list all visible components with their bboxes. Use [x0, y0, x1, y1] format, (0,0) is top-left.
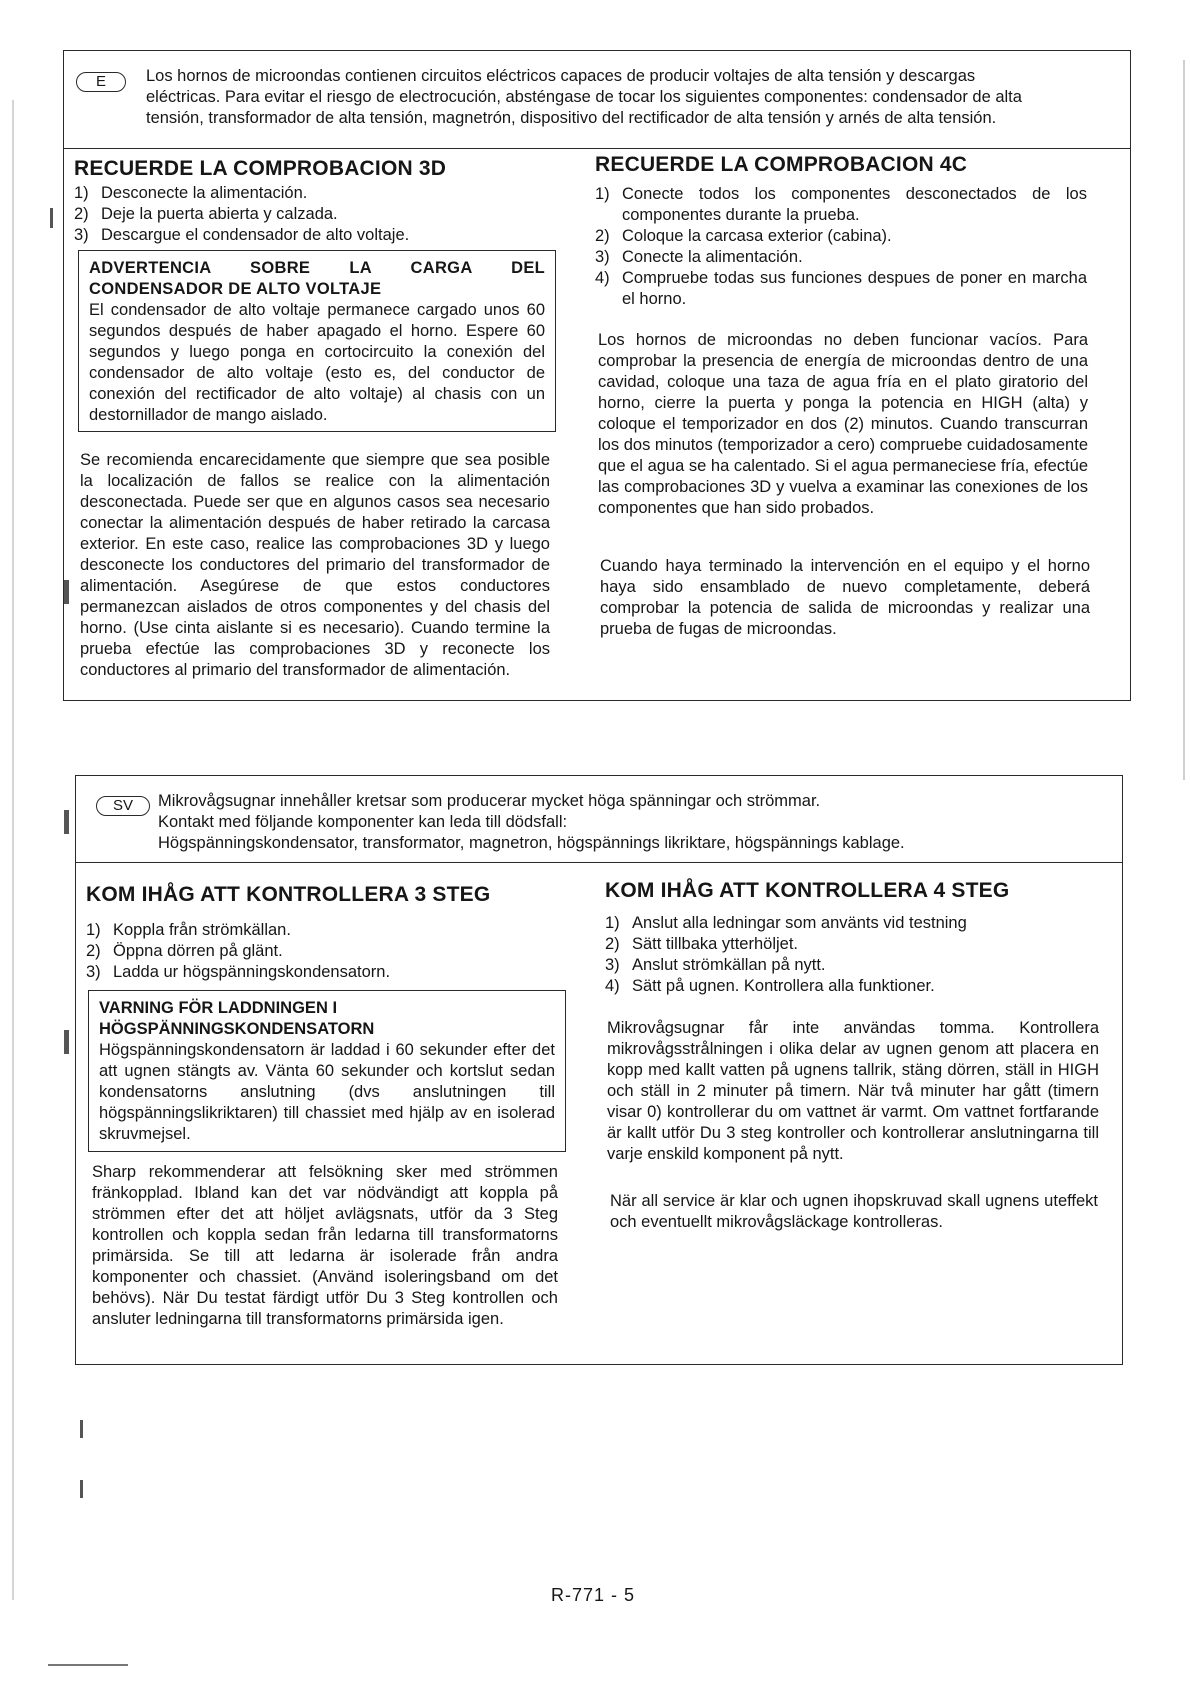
- scan-edge-mark: [64, 580, 69, 604]
- scan-edge-mark: [1183, 60, 1185, 780]
- page-number-label: R-771 - 5: [551, 1585, 636, 1605]
- list-item: 3) Ladda ur högspänningskondensatorn.: [86, 963, 391, 981]
- swedish-troubleshooting-paragraph: Sharp rekommenderar att felsökning sker med strömmen fränkopplad. Ibland kan det var nödvändigt att koppla på strömmen efter det att höljet avlägsnats, utför da 3 Steg kontrollen och koppla sedan från ledarna till transformatorns primärsida. Se till att ledarna är isolerade från andra komponenter och chassiet. (Använd isoleringsband om det behövs). När Du testat färdigt utför Du 3 Steg kontrollen och ansluter ledningarna till transformatorns primärsida igen.: [92, 1163, 558, 1328]
- spanish-3d-steps-list: [74, 183, 544, 246]
- spanish-power-leak-paragraph: Cuando haya terminado la intervención en el equipo y el horno haya sido ensamblado de nuevo completamente, deberá comprobar la potencia de salida de microondas y realizar una prueba de fugas de microondas.: [600, 557, 1090, 638]
- spanish-header-line: Los hornos de microondas contienen circuitos eléctricos capaces de producir voltajes de alta tensión y descargas: [146, 67, 976, 85]
- list-item: 1) Koppla från strömkällan.: [86, 921, 291, 939]
- swedish-microwave-energy-paragraph: Mikrovågsugnar får inte användas tomma. Kontrollera mikrovågsstrålningen i olika delar av ugnen genom att placera en kopp med kallt vatten på ugnens tallrik, stäng dörren, ställ in HIGH och ställ in 2 minuter på timern. När två minuter har gått (timern visar 0) kontrollerar du om vattnet är varmt. Om vattnet fortfarande är kallt utför Du 3 steg kontroller och kontrollerar anslutningarna till varje enskild komponent på nytt.: [607, 1019, 1099, 1163]
- swedish-header-divider: [75, 862, 1123, 863]
- scan-edge-mark: [50, 208, 53, 228]
- swedish-header-line: Kontakt med följande komponenter kan leda till dödsfall:: [158, 813, 568, 831]
- scan-edge-mark: [80, 1420, 83, 1438]
- swedish-3-steps-list: [86, 920, 556, 983]
- list-item: 1) Desconecte la alimentación.: [74, 184, 308, 202]
- scan-bottom-noise: [48, 1664, 128, 1666]
- swedish-capacitor-warning-box: [88, 990, 566, 1152]
- list-item: 1) Conecte todos los componentes desconectados de los componentes durante la prueba.: [595, 185, 1087, 224]
- swedish-safety-header: [158, 791, 905, 854]
- spanish-header-line: tensión, transformador de alta tensión, magnetrón, dispositivo del rectificador de alta tensión y arnés de alta tensión.: [146, 109, 997, 127]
- spanish-header-divider: [63, 148, 1131, 149]
- spanish-warning-body: El condensador de alto voltaje permanece cargado unos 60 segundos después de haber apagado el horno. Espere 60 segundos y luego ponga en cortocircuito la conexión del condensador de alto voltaje (esto es, del conductor de conexión del rectificador de alto voltaje) al chasis con un destornillador de mango aislado.: [89, 301, 545, 424]
- swedish-header-line: Högspänningskondensator, transformator, magnetron, högspännings likriktare, högspännings kablage.: [158, 834, 905, 852]
- scan-edge-mark: [12, 100, 14, 1600]
- list-item: 4) Compruebe todas sus funciones despues de poner en marcha el horno.: [595, 269, 1087, 308]
- list-item: 2) Coloque la carcasa exterior (cabina).: [595, 227, 892, 245]
- swedish-language-badge: SV: [96, 796, 150, 816]
- spanish-warning-title: ADVERTENCIA SOBRE LA CARGA DEL CONDENSADOR DE ALTO VOLTAJE: [89, 259, 545, 298]
- scan-edge-mark: [80, 1480, 83, 1498]
- spanish-troubleshooting-paragraph: Se recomienda encarecidamente que siempre que sea posible la localización de fallos se realice con la alimentación desconectada. Puede ser que en algunos casos sea necesario conectar la alimentación después de haber retirado la carcasa exterior. En este caso, realice las comprobaciones 3D y luego desconecte los conductores del primario del transformador de alimentación. Asegúrese de que estos conductores permanezcan aislados de otros componentes y del chasis del horno. (Use cinta aislante si es necesario). Cuando termine la prueba efectúe las comprobaciones 3D y reconecte los conductores al primario del transformador de alimentación.: [80, 451, 550, 679]
- swedish-warning-title: VARNING FÖR LADDNINGEN I HÖGSPÄNNINGSKONDENSATORN: [99, 999, 375, 1038]
- spanish-safety-header: [146, 66, 1022, 129]
- swedish-warning-body: Högspänningskondensatorn är laddad i 60 sekunder efter det att ugnen stängts av. Vänta 60 sekunder och kortslut sedan kondensatorns anslutning (dvs anslutningen till högspänningslikriktaren) till chassiet med hjälp av en isolerad skruvmejsel.: [99, 1041, 555, 1143]
- list-item: 2) Sätt tillbaka ytterhöljet.: [605, 935, 798, 953]
- spanish-microwave-energy-paragraph: Los hornos de microondas no deben funcionar vacíos. Para comprobar la presencia de energía de microondas dentro de una cavidad, coloque una taza de agua fría en el plato giratorio del horno, cierre la puerta y ponga la potencia en HIGH (alta) y coloque el temporizador en dos (2) minutos. Cuando transcurran los dos minutos (temporizador a cero) compruebe cuidadosamente que el agua se ha calentado. Si el agua permaneciese fría, efectúe las comprobaciones 3D y vuelva a examinar las conexiones de los componentes que han sido probados.: [598, 331, 1088, 517]
- swedish-4-steps-list: [605, 913, 1097, 997]
- list-item: 3) Conecte la alimentación.: [595, 248, 803, 266]
- list-item: 3) Anslut strömkällan på nytt.: [605, 956, 826, 974]
- swedish-power-leak-paragraph: När all service är klar och ugnen ihopskruvad skall ugnens uteffekt och eventuellt mikrovågsläckage kontrolleras.: [610, 1192, 1098, 1231]
- list-item: 3) Descargue el condensador de alto voltaje.: [74, 226, 410, 244]
- scan-edge-mark: [64, 810, 69, 834]
- list-item: 1) Anslut alla ledningar som använts vid testning: [605, 914, 967, 932]
- spanish-4c-check-title: RECUERDE LA COMPROBACION 4C: [595, 153, 968, 176]
- swedish-header-line: Mikrovågsugnar innehåller kretsar som producerar mycket höga spänningar och strömmar.: [158, 792, 821, 810]
- spanish-4c-steps-list: [595, 184, 1087, 310]
- swedish-4-step-check-title: KOM IHÅG ATT KONTROLLERA 4 STEG: [605, 879, 1010, 902]
- list-item: 4) Sätt på ugnen. Kontrollera alla funktioner.: [605, 977, 935, 995]
- list-item: 2) Öppna dörren på glänt.: [86, 942, 283, 960]
- spanish-language-badge: E: [76, 72, 126, 92]
- list-item: 2) Deje la puerta abierta y calzada.: [74, 205, 338, 223]
- spanish-3d-check-title: RECUERDE LA COMPROBACION 3D: [74, 157, 447, 180]
- swedish-3-step-check-title: KOM IHÅG ATT KONTROLLERA 3 STEG: [86, 883, 491, 906]
- spanish-capacitor-warning-box: [78, 250, 556, 432]
- spanish-header-line: eléctricas. Para evitar el riesgo de electrocución, absténgase de tocar los siguientes componentes: condensador de alta: [146, 88, 1022, 106]
- scan-edge-mark: [64, 1030, 69, 1054]
